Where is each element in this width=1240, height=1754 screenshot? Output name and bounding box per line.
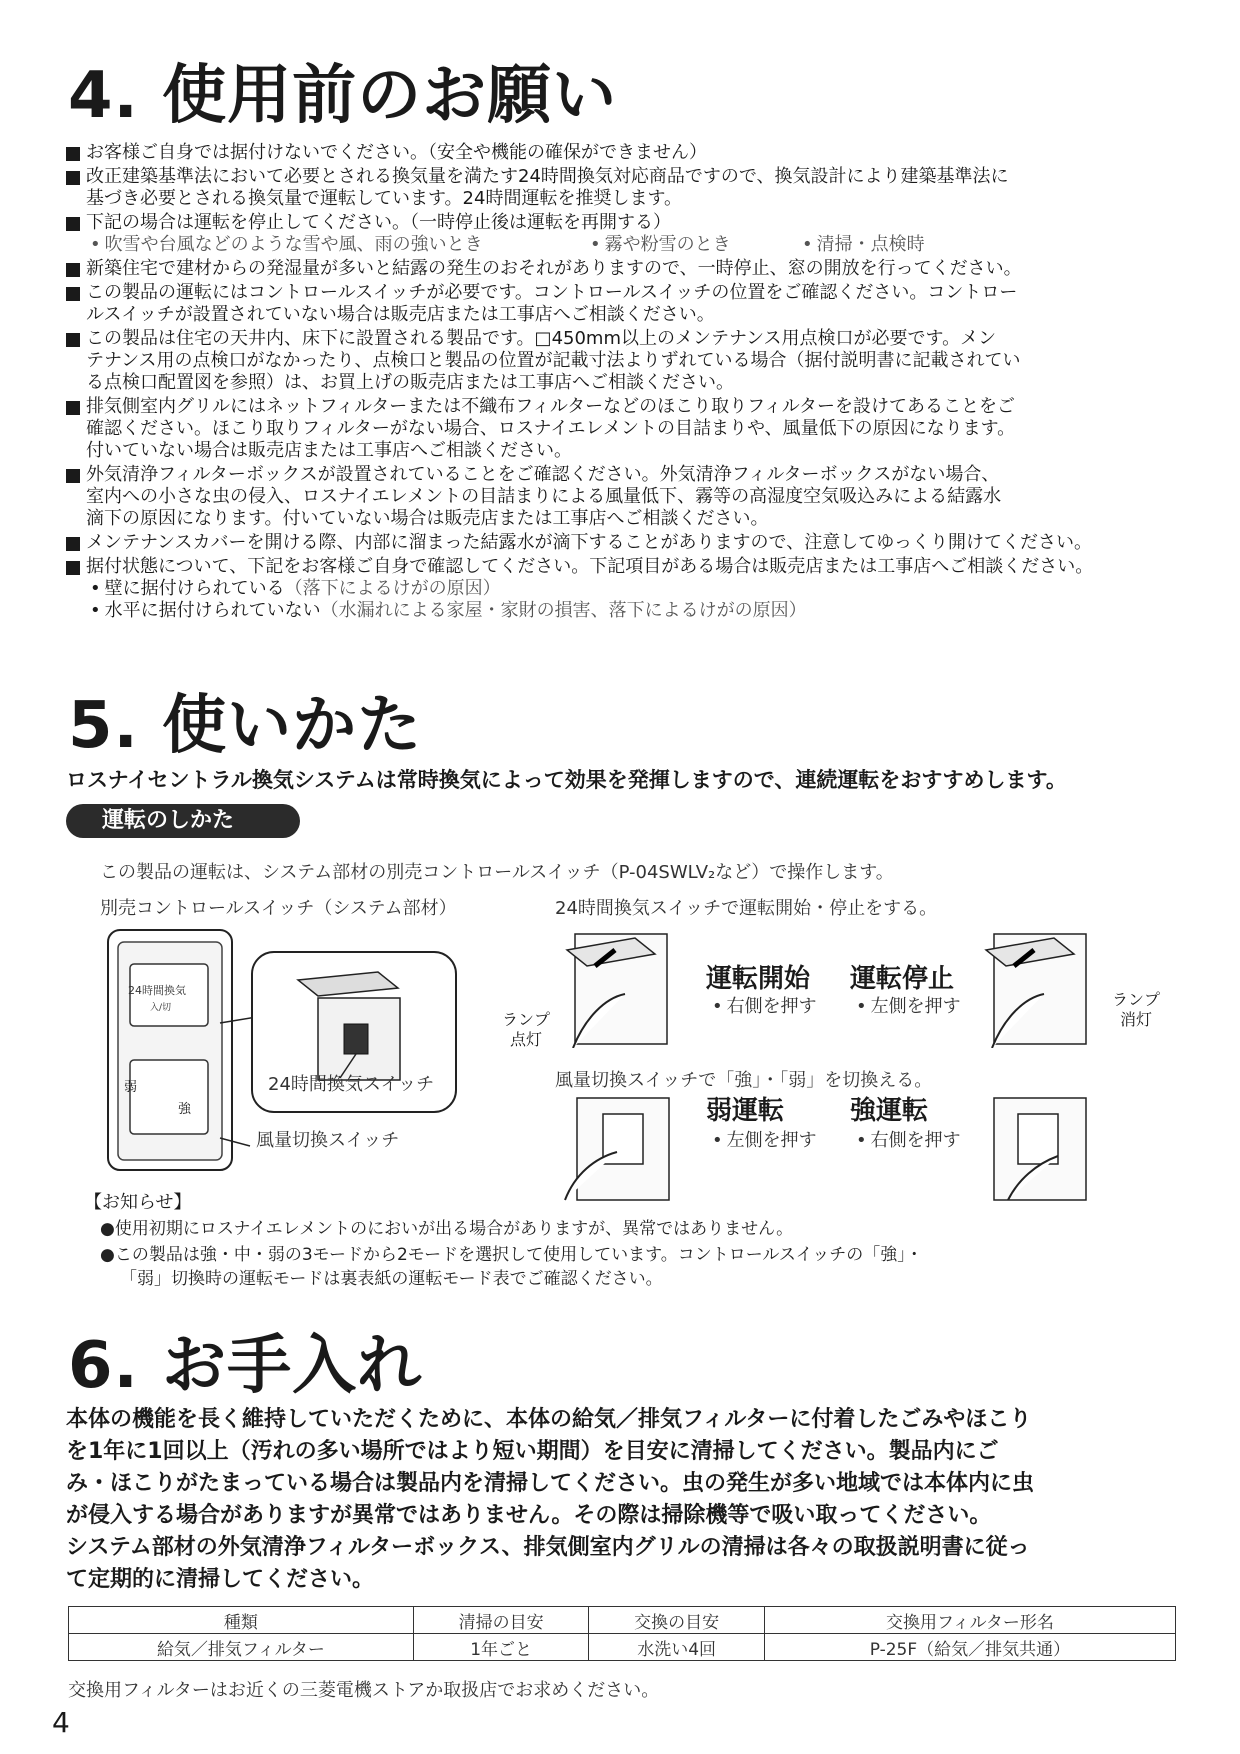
panel-strong-label: 強	[178, 1102, 192, 1117]
filter-table	[68, 1606, 1176, 1661]
square-bullet-icon	[66, 217, 80, 231]
precaution-item: この製品の運転にはコントロールスイッチが必要です。コントロールスイッチの位置をご確認ください。コントロー ルスイッチが設置されていない場合は販売店または工事店へご相談ください。	[66, 282, 1182, 326]
install-check-item: • 水平に据付けられていない（水漏れによる家屋・家財の損害、落下によるけがの原因）	[66, 600, 1182, 622]
table-cell: P-25F（給気／排気共通）	[764, 1634, 1175, 1661]
operation-badge: 運転のしかた	[66, 804, 300, 838]
stop-operation-title: 運転停止	[850, 964, 955, 994]
precaution-item: 外気清浄フィルターボックスが設置されていることをご確認ください。外気清浄フィルターボックスがない場合、 室内への小さな虫の侵入、ロスナイエレメントの目詰まりによる風量低下、霧等の高湿度空気吸込みによる結露水 滴下の原因になります。付いていない場合は販売店または工事店へご相談ください。	[66, 464, 1182, 530]
square-bullet-icon	[66, 287, 80, 301]
table-header: 清掃の目安	[413, 1607, 589, 1634]
square-bullet-icon	[66, 561, 80, 575]
switch-start-illustration	[555, 928, 675, 1048]
start-operation-title: 運転開始	[706, 964, 811, 994]
strong-operation-action: • 右側を押す	[856, 1126, 961, 1152]
square-bullet-icon	[66, 401, 80, 415]
table-cell: 水洗い4回	[589, 1634, 765, 1661]
table-header-row	[69, 1607, 1176, 1634]
strong-operation-title: 強運転	[850, 1096, 929, 1126]
notice-item: ●この製品は強・中・弱の3モードから2モードを選択して使用しています。コントロールスイッチの「強」・	[100, 1245, 923, 1265]
precaution-item: お客様ご自身では据付けないでください。（安全や機能の確保ができません）	[66, 142, 1182, 164]
weak-operation-title: 弱運転	[706, 1096, 785, 1126]
callout-24h-switch: 24時間換気スイッチ	[268, 1074, 435, 1095]
precaution-item: メンテナンスカバーを開ける際、内部に溜まった結露水が滴下することがありますので、注意してゆっくり開けてください。	[66, 532, 1182, 554]
section-4-title: 4. 使用前のお願い	[68, 59, 618, 133]
square-bullet-icon	[66, 537, 80, 551]
precaution-item: 下記の場合は運転を停止してください。（一時停止後は運転を再開する）	[66, 212, 1182, 234]
table-row	[69, 1634, 1176, 1661]
control-switch-caption: 別売コントロールスイッチ（システム部材）	[100, 898, 457, 919]
square-bullet-icon	[66, 147, 80, 161]
precaution-item: 新築住宅で建材からの発湿量が多いと結露の発生のおそれがありますので、一時停止、窓の開放を行ってください。	[66, 258, 1182, 280]
square-bullet-icon	[66, 171, 80, 185]
stop-operation-action: • 左側を押す	[856, 992, 961, 1018]
operation-intro: この製品の運転は、システム部材の別売コントロールスイッチ（P-04SWLV₂など）で操作します。	[100, 862, 894, 883]
page-number: 4	[52, 1706, 70, 1739]
weak-operation-action: • 左側を押す	[712, 1126, 817, 1152]
panel-24h-label: 24時間換気	[128, 984, 186, 997]
section-6-title: 6. お手入れ	[68, 1329, 423, 1403]
install-check-item: • 壁に据付けられている（落下によるけがの原因）	[66, 578, 1182, 600]
lamp-off-label: ランプ 消灯	[1112, 990, 1161, 1029]
panel-weak-label: 弱	[124, 1080, 138, 1095]
section-5-title: 5. 使いかた	[68, 689, 423, 763]
precaution-item: 改正建築基準法において必要とされる換気量を満たす24時間換気対応商品ですので、換気設計により建築基準法に 基づき必要とされる換気量で運転しています。24時間運転を推奨します。	[66, 166, 1182, 210]
square-bullet-icon	[66, 333, 80, 347]
precaution-item: 据付状態について、下記をお客様ご自身で確認してください。下記項目がある場合は販売店または工事店へご相談ください。	[66, 556, 1182, 578]
table-cell: 1年ごと	[413, 1634, 589, 1661]
callout-fan-switch: 風量切換スイッチ	[256, 1130, 400, 1151]
switch-24h-caption: 24時間換気スイッチで運転開始・停止をする。	[555, 898, 938, 919]
section-5-lead: ロスナイセントラル換気システムは常時換気によって効果を発揮しますので、連続運転をおすすめします。	[66, 768, 1067, 792]
notice-item: ●使用初期にロスナイエレメントのにおいが出る場合がありますが、異常ではありません。	[100, 1219, 794, 1239]
precaution-list	[66, 142, 1182, 622]
maintenance-paragraph: 本体の機能を長く維持していただくために、本体の給気／排気フィルターに付着したごみやほこり を1年に1回以上（汚れの多い場所ではより短い期間）を目安に清掃してください。製品内にご み・ほこりがたまっている場合は製品内を清掃してください。虫の発生が多い地域では本体内に虫 が侵入する場合がありますが異常ではありません。その際は掃除機等で吸い取ってください。 システム部材の外気清浄フィルターボックス、排気側室内グリルの清掃は各々の取扱説明書に従っ て定期的に清掃してください。	[66, 1407, 1035, 1592]
square-bullet-icon	[66, 263, 80, 277]
precaution-sub-items: • 吹雪や台風などのような雪や風、雨の強いとき • 霧や粉雪のとき • 清掃・点検時	[66, 234, 1182, 256]
panel-onoff-label: 入/切	[150, 1003, 172, 1013]
table-cell: 給気／排気フィルター	[69, 1634, 414, 1661]
square-bullet-icon	[66, 469, 80, 483]
precaution-item: 排気側室内グリルにはネットフィルターまたは不織布フィルターなどのほこり取りフィルターを設けてあることをご 確認ください。ほこり取りフィルターがない場合、ロスナイエレメントの目詰まりや、風量低下の原因になります。 付いていない場合は販売店または工事店へご相談ください。	[66, 396, 1182, 462]
start-operation-action: • 右側を押す	[712, 992, 817, 1018]
table-header: 交換の目安	[589, 1607, 765, 1634]
fan-switch-caption: 風量切換スイッチで「強」・「弱」を切換える。	[555, 1070, 933, 1091]
switch-strong-illustration	[978, 1094, 1098, 1204]
table-header: 種類	[69, 1607, 414, 1634]
precaution-item: この製品は住宅の天井内、床下に設置される製品です。□450mm以上のメンテナンス用点検口が必要です。メン テナンス用の点検口がなかったり、点検口と製品の位置が記載寸法よりずれている場合（据付説明書に記載されてい る点検口配置図を参照）は、お買上げの販売店または工事店へご相談ください。	[66, 328, 1182, 394]
notice-item-continued: 「弱」切換時の運転モードは裏表紙の運転モード表でご確認ください。	[120, 1269, 663, 1289]
switch-weak-illustration	[555, 1094, 675, 1204]
table-header: 交換用フィルター形名	[764, 1607, 1175, 1634]
lamp-on-label: ランプ 点灯	[502, 1010, 551, 1049]
filter-purchase-note: 交換用フィルターはお近くの三菱電機ストアか取扱店でお求めください。	[68, 1680, 660, 1701]
switch-stop-illustration	[978, 928, 1098, 1048]
notice-title: 【お知らせ】	[84, 1192, 192, 1213]
